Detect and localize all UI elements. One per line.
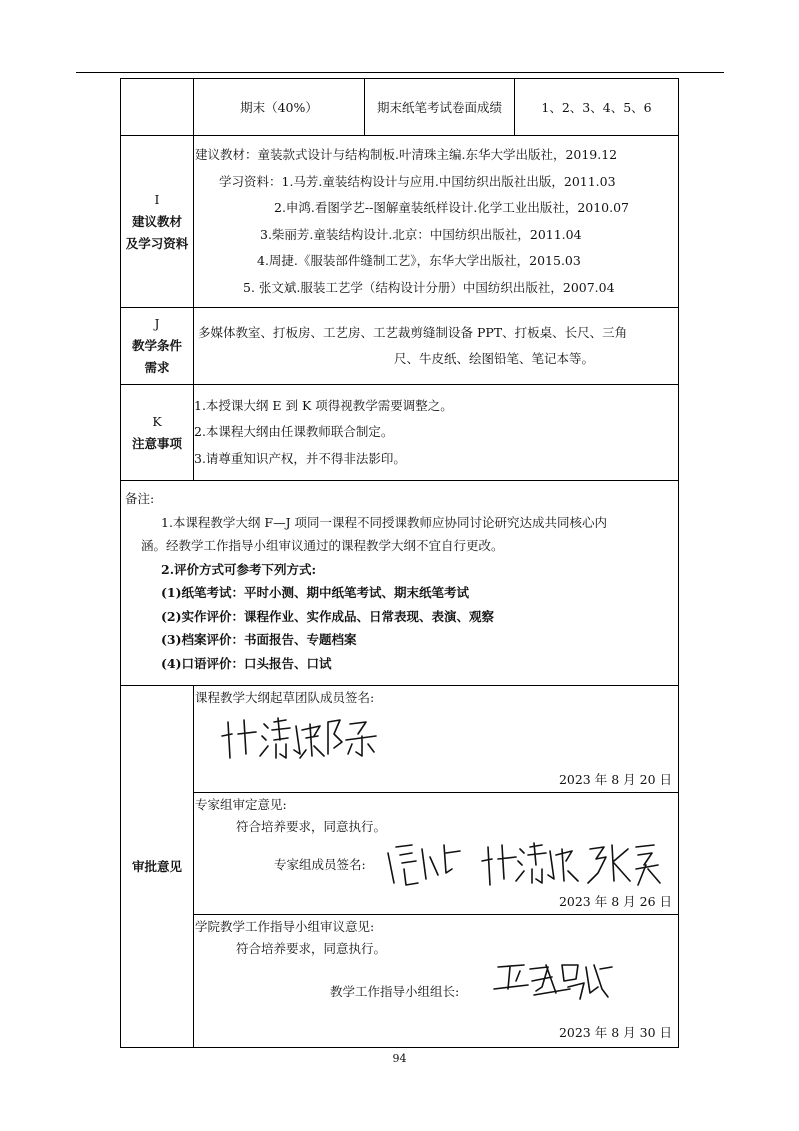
materials-label-line1: 建议教材 [131,213,182,229]
section-code-k: K [152,413,162,429]
syllabus-table [120,78,679,1048]
header-rule [76,72,724,73]
team-signature-date: 2023 年 8 月 20 日 [558,772,672,787]
exam-method: 期末纸笔考试卷面成绩 [365,79,515,136]
conditions-line-2: 尺、牛皮纸、绘图铅笔、笔记本等。 [394,351,595,366]
exam-objectives: 1、2、3、4、5、6 [515,79,679,136]
remarks-item-5: (4)口语评价：口头报告、口试 [161,655,332,671]
team-signature-title: 课程教学大纲起草团队成员签名: [195,690,375,705]
remarks-item-2: (1)纸笔考试：平时小测、期中纸笔考试、期末纸笔考试 [161,585,470,600]
textbook-line: 建议教材：童装款式设计与结构制板.叶清珠主编.东华大学出版社，2019.12 [195,147,618,162]
team-signature-section [194,686,678,792]
remarks-title: 备注: [125,491,155,506]
exam-row [121,79,679,136]
reference-line-5: 5. 张文斌.服装工艺学（结构设计分册）中国纺织出版社，2007.04 [243,279,615,295]
note-line-2: 2.本课程大纲由任课教师联合制定。 [194,424,394,440]
college-signature-handwriting [490,959,616,1003]
materials-label-line2: 及学习资料 [125,235,189,251]
college-review-date: 2023 年 8 月 30 日 [558,1025,672,1040]
conditions-row [121,308,679,385]
conditions-content [194,308,679,385]
conditions-label-line1: 教学条件 [131,338,182,353]
reference-line-1: 学习资料：1.马芳.童装结构设计与应用.中国纺织出版社出版，2011.03 [219,173,616,189]
notes-label-text: 注意事项 [131,435,182,451]
exam-period: 期末（40%） [194,79,365,136]
remarks-item-4: (3)档案评价：书面报告、专题档案 [161,632,357,647]
note-line-3: 3.请尊重知识产权，并不得非法影印。 [194,450,406,466]
team-signature-handwriting [216,714,386,762]
materials-label [121,136,194,308]
reference-line-3: 3.柴丽芳.童装结构设计.北京：中国纺织出版社，2011.04 [260,226,582,242]
section-code-j: J [154,316,160,331]
expert-review-date: 2023 年 8 月 26 日 [558,894,672,909]
expert-review-section [194,792,678,914]
approval-content [194,686,679,1048]
reference-line-4: 4.周捷.《服装部件缝制工艺》，东华大学出版社，2015.03 [257,253,581,268]
reference-line-2: 2.申鸿.看图学艺--图解童装纸样设计.化学工业出版社，2010.07 [274,200,630,215]
notes-label [121,385,194,481]
materials-row [121,136,679,308]
approval-label: 审批意见 [121,686,194,1048]
conditions-line-1: 多媒体教室、打板房、工艺房、工艺裁剪缝制设备 PPT、打板桌、长尺、三角 [198,324,628,340]
remarks-para-1: 1.本课程教学大纲 F—J 项同一课程不同授课教师应协同讨论研究达成共同核心内 [161,514,608,530]
conditions-label [121,308,194,385]
college-review-opinion: 符合培养要求，同意执行。 [236,941,387,956]
college-sign-label: 教学工作指导小组组长: [330,984,460,999]
expert-review-title: 专家组审定意见: [195,797,287,812]
approval-row [121,686,679,1048]
expert-review-opinion: 符合培养要求，同意执行。 [236,819,387,834]
page-number: 94 [392,1052,407,1065]
remarks-content [121,481,679,686]
remarks-item-1: 2.评价方式可参考下列方式: [161,561,317,577]
remarks-item-3: (2)实作评价：课程作业、实作成品、日常表现、表演、观察 [161,608,495,624]
college-review-title: 学院教学工作指导小组审议意见: [195,919,375,934]
remarks-para-2: 涵。经教学工作指导小组审议通过的课程教学大纲不宜自行更改。 [141,538,504,553]
note-line-1: 1.本授课大纲 E 到 K 项得视教学需要调整之。 [194,397,453,413]
notes-row [121,385,679,481]
conditions-label-line2: 需求 [144,360,170,375]
expert-signatures-handwriting [382,839,662,891]
notes-content [194,385,679,481]
remarks-row [121,481,679,686]
materials-content [194,136,679,308]
section-code-i: I [154,191,160,207]
college-review-section [194,914,678,1045]
expert-sign-label: 专家组成员签名: [274,857,366,872]
exam-row-empty [121,79,194,136]
